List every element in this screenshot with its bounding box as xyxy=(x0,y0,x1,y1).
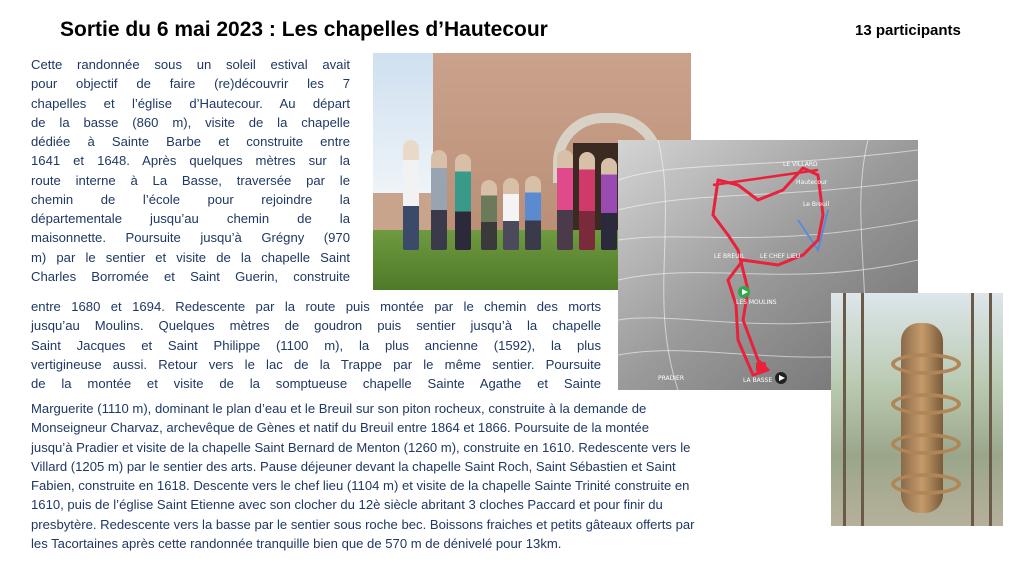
text-block-bottom xyxy=(31,399,814,553)
map-label: LE VILLARD xyxy=(783,161,818,168)
text-line: Charles Borromée et Saint Guerin, construite xyxy=(31,268,350,284)
text-line: Monseigneur Charvaz, archevêque de Gènes et natif du Breuil entre 1864 et 1866. Poursuite de la montée xyxy=(31,420,649,436)
text-line: Cette randonnée sous un soleil estival avait xyxy=(31,57,350,72)
text-line: 1610, puis de l’église Saint Etienne avec son clocher du 12è siècle abritant 3 cloches Paccard et pour finir du xyxy=(31,497,663,513)
map-label: LES MOULINS xyxy=(736,299,777,306)
text-line: jusqu’au Moulins. Quelques mètres de goudron puis sentier jusqu’à la chapelle xyxy=(31,318,601,334)
text-line: vertigineuse aussi. Retour vers le lac de la Trappe par le même sentier. Poursuite xyxy=(31,356,601,372)
text-line: Fabien, construite en 1618. Descente vers le chef lieu (1104 m) et visite de la chapelle Sainte Trinité construite en xyxy=(31,478,690,493)
hiker xyxy=(403,140,419,250)
text-line: Villard (1205 m) par le sentier des arts. Pause déjeuner devant la chapelle Saint Roch, Saint Sébastien et Saint xyxy=(31,458,676,474)
map-label: LE CHEF LIEU xyxy=(760,253,801,260)
text-line: de la basse (860 m), visite de la chapelle xyxy=(31,114,350,130)
text-line: les Tacortaines après cette randonnée tranquille bien que de 570 m de dénivelé pour 13km. xyxy=(31,535,562,551)
sculpture-coil xyxy=(891,473,961,495)
map-label: LE BREUIL xyxy=(714,253,745,260)
hiker xyxy=(579,152,595,250)
text-line: pour objectif de faire (re)découvrir les 7 xyxy=(31,76,350,92)
map-label: LA BASSE xyxy=(743,377,773,384)
text-line: 1641 et 1648. Après quelques mètres sur la xyxy=(31,153,350,169)
text-line: presbytère. Redescente vers la basse par le sentier sous roche bec. Boissons fraiches et petits gâteaux offerts par xyxy=(31,516,695,532)
hiker xyxy=(557,150,573,250)
text-line: m) par le sentier et visite de la chapelle Saint xyxy=(31,249,350,265)
text-line: de la montée et visite de la somptueuse chapelle Sainte Agathe et Sainte xyxy=(31,376,601,391)
hiker xyxy=(481,180,497,250)
hiker xyxy=(601,158,617,250)
tree-trunk xyxy=(989,293,992,526)
hiker xyxy=(431,150,447,250)
text-line: route interne à La Basse, traversée par le xyxy=(31,172,350,188)
text-line: entre 1680 et 1694. Redescente par la route puis montée par le chemin des morts xyxy=(31,299,601,314)
text-line: départementale jusqu’au chemin de la xyxy=(31,211,350,226)
tree-trunk xyxy=(971,293,974,526)
sculpture-coil xyxy=(891,353,961,375)
sculpture-photo xyxy=(831,293,1003,526)
tree-trunk xyxy=(861,293,864,526)
map-label: Le Breuil xyxy=(803,201,830,208)
text-line: jusqu’à Pradier et visite de la chapelle Saint Bernard de Menton (1260 m), construite en 1610. Redescente vers le xyxy=(31,439,691,455)
text-block-top xyxy=(31,55,350,286)
text-line: Saint Jacques et Saint Philippe (1100 m), la plus ancienne (1592), la plus xyxy=(31,337,601,353)
text-block-middle xyxy=(31,297,601,393)
text-line: chemin de l’école pour rejoindre la xyxy=(31,191,350,207)
tree-trunk xyxy=(843,293,846,526)
sculpture-coil xyxy=(891,393,961,415)
hiker xyxy=(525,176,541,250)
text-line: dédiée à Sainte Barbe et construite entre xyxy=(31,134,350,149)
text-line: Marguerite (1110 m), dominant le plan d’eau et le Breuil sur son piton rocheux, construite à la demande de xyxy=(31,401,647,416)
participant-count: 13 participants xyxy=(855,22,961,39)
map-label: PRADIER xyxy=(658,375,684,382)
end-marker-icon[interactable] xyxy=(756,362,766,372)
hiker xyxy=(503,178,519,250)
text-line: chapelles et l’église d’Hautecour. Au départ xyxy=(31,95,350,111)
page-title: Sortie du 6 mai 2023 : Les chapelles d’Hautecour xyxy=(60,18,548,41)
hiker xyxy=(455,154,471,250)
sculpture-coil xyxy=(891,433,961,455)
map-label: Hautecour xyxy=(796,179,828,186)
text-line: maisonnette. Poursuite jusqu’à Grégny (970 xyxy=(31,230,350,246)
